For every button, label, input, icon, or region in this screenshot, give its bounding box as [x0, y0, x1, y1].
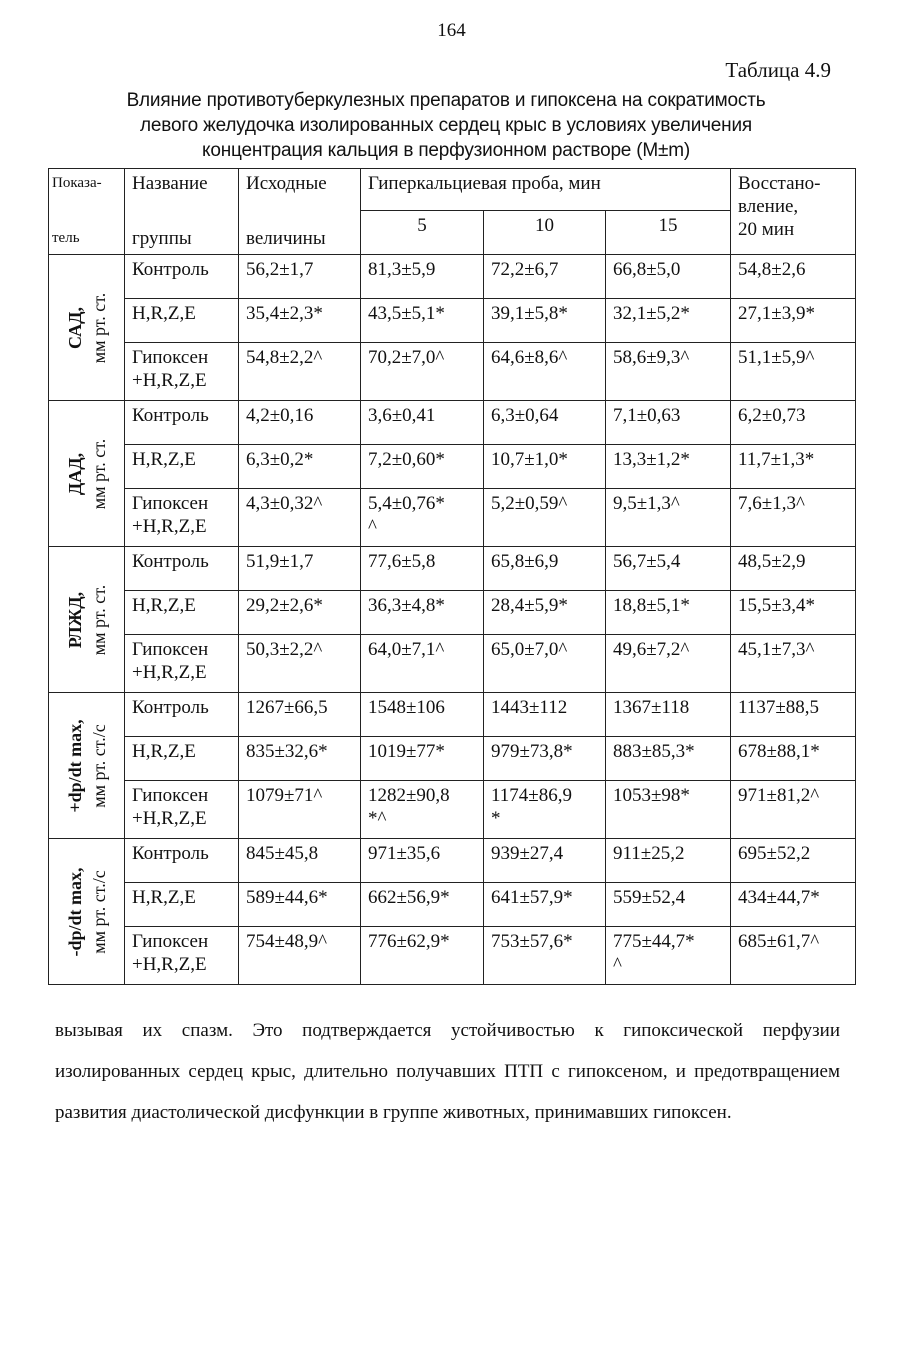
- value-cell: [484, 547, 606, 591]
- page-number: 164: [437, 20, 466, 41]
- cell-line: 77,6±5,8: [368, 551, 436, 572]
- cell-line: 835±32,6*: [246, 741, 328, 762]
- cell-line: H,R,Z,E: [132, 741, 196, 762]
- value-cell: [361, 635, 484, 693]
- cell-line: 1174±86,9: [491, 785, 572, 806]
- value-cell: [239, 883, 361, 927]
- cell-line: 3,6±0,41: [368, 405, 436, 426]
- header-t15: 15: [606, 211, 731, 255]
- value-cell: [606, 343, 731, 401]
- header-initial-top: Исходные: [246, 173, 327, 194]
- cell-line: 51,9±1,7: [246, 551, 314, 572]
- value-cell: [239, 547, 361, 591]
- group-cell: [125, 547, 239, 591]
- cell-line: 559±52,4: [613, 887, 686, 908]
- cell-line: +H,R,Z,E: [132, 954, 207, 975]
- table-row: [49, 839, 856, 883]
- table-row: [49, 883, 856, 927]
- indicator-label: [63, 867, 111, 956]
- value-cell: [606, 299, 731, 343]
- cell-line: 7,6±1,3^: [738, 493, 805, 514]
- cell-line: 6,2±0,73: [738, 405, 806, 426]
- value-cell: [606, 255, 731, 299]
- cell-line: H,R,Z,E: [132, 449, 196, 470]
- value-cell: [484, 635, 606, 693]
- indicator-cell: [49, 401, 125, 547]
- value-cell: [731, 781, 856, 839]
- cell-line: 50,3±2,2^: [246, 639, 323, 660]
- cell-line: +H,R,Z,E: [132, 516, 207, 537]
- indicator-label: [63, 584, 111, 655]
- cell-line: 43,5±5,1*: [368, 303, 445, 324]
- group-cell: [125, 255, 239, 299]
- group-cell: [125, 401, 239, 445]
- indicator-cell: [49, 839, 125, 985]
- value-cell: [239, 635, 361, 693]
- header-indicator-top: Показа-: [52, 175, 102, 191]
- table-caption: [40, 88, 852, 163]
- cell-line: 4,3±0,32^: [246, 493, 323, 514]
- header-group-top: Название: [132, 173, 208, 194]
- cell-line: 48,5±2,9: [738, 551, 806, 572]
- value-cell: [606, 693, 731, 737]
- value-cell: [606, 737, 731, 781]
- value-cell: [606, 883, 731, 927]
- value-cell: [731, 255, 856, 299]
- header-t10: 10: [484, 211, 606, 255]
- cell-line: 1079±71^: [246, 785, 323, 806]
- cell-line: 4,2±0,16: [246, 405, 314, 426]
- cell-line: +H,R,Z,E: [132, 808, 207, 829]
- value-cell: [484, 591, 606, 635]
- value-cell: [606, 781, 731, 839]
- cell-line: 589±44,6*: [246, 887, 328, 908]
- value-cell: [484, 781, 606, 839]
- indicator-label: [63, 719, 111, 812]
- cell-line: 1367±118: [613, 697, 690, 718]
- data-table: [48, 168, 856, 985]
- table-row: [49, 635, 856, 693]
- cell-line: 775±44,7*: [613, 931, 695, 952]
- header-recovery-line: 20 мин: [738, 219, 795, 240]
- indicator-cell: [49, 547, 125, 693]
- value-cell: [361, 839, 484, 883]
- cell-line: 971±81,2^: [738, 785, 820, 806]
- value-cell: [361, 883, 484, 927]
- cell-line: *^: [368, 808, 387, 829]
- cell-line: 65,8±6,9: [491, 551, 559, 572]
- value-cell: [239, 445, 361, 489]
- cell-line: 971±35,6: [368, 843, 441, 864]
- value-cell: [239, 255, 361, 299]
- group-cell: [125, 693, 239, 737]
- value-cell: [606, 547, 731, 591]
- cell-line: 64,0±7,1^: [368, 639, 445, 660]
- value-cell: [361, 401, 484, 445]
- table-label: Таблица 4.9: [725, 58, 831, 82]
- cell-line: +H,R,Z,E: [132, 662, 207, 683]
- cell-line: +H,R,Z,E: [132, 370, 207, 391]
- group-cell: [125, 445, 239, 489]
- cell-line: 35,4±2,3*: [246, 303, 323, 324]
- cell-line: 32,1±5,2*: [613, 303, 690, 324]
- header-t5: 5: [361, 211, 484, 255]
- value-cell: [239, 839, 361, 883]
- cell-line: Гипоксен: [132, 931, 209, 952]
- value-cell: [361, 299, 484, 343]
- indicator-name: САД,: [64, 306, 85, 349]
- indicator-unit: мм рт. ст./с: [88, 723, 109, 808]
- value-cell: [361, 781, 484, 839]
- cell-line: Гипоксен: [132, 639, 209, 660]
- group-cell: [125, 839, 239, 883]
- cell-line: 18,8±5,1*: [613, 595, 690, 616]
- cell-line: 641±57,9*: [491, 887, 573, 908]
- value-cell: [731, 401, 856, 445]
- cell-line: 1282±90,8: [368, 785, 450, 806]
- value-cell: [361, 343, 484, 401]
- indicator-unit: мм рт. ст.: [88, 292, 109, 363]
- table-row: [49, 343, 856, 401]
- table-row: [49, 255, 856, 299]
- group-cell: [125, 635, 239, 693]
- header-recovery: [731, 169, 856, 255]
- value-cell: [731, 445, 856, 489]
- cell-line: 695±52,2: [738, 843, 811, 864]
- cell-line: 979±73,8*: [491, 741, 573, 762]
- value-cell: [606, 635, 731, 693]
- group-cell: [125, 343, 239, 401]
- table-row: [49, 445, 856, 489]
- value-cell: [361, 737, 484, 781]
- value-cell: [484, 255, 606, 299]
- cell-line: H,R,Z,E: [132, 303, 196, 324]
- value-cell: [484, 401, 606, 445]
- cell-line: 753±57,6*: [491, 931, 573, 952]
- cell-line: 66,8±5,0: [613, 259, 681, 280]
- value-cell: [361, 927, 484, 985]
- table-row: [49, 489, 856, 547]
- cell-line: 883±85,3*: [613, 741, 695, 762]
- header-initial: [239, 169, 361, 255]
- cell-line: 6,3±0,2*: [246, 449, 314, 470]
- cell-line: 1443±112: [491, 697, 568, 718]
- indicator-name: ДАД,: [64, 452, 85, 495]
- cell-line: Контроль: [132, 405, 209, 426]
- header-group-bottom: группы: [132, 228, 192, 249]
- value-cell: [484, 839, 606, 883]
- indicator-label: [63, 292, 111, 363]
- value-cell: [731, 839, 856, 883]
- body-text: [55, 1010, 840, 1133]
- value-cell: [239, 591, 361, 635]
- value-cell: [606, 839, 731, 883]
- value-cell: [484, 489, 606, 547]
- cell-line: 5,4±0,76*: [368, 493, 445, 514]
- table-row: [49, 927, 856, 985]
- value-cell: [731, 883, 856, 927]
- cell-line: 45,1±7,3^: [738, 639, 815, 660]
- cell-line: 27,1±3,9*: [738, 303, 815, 324]
- value-cell: [731, 927, 856, 985]
- body-paragraph: вызывая их спазм. Это подтверждается устойчивостью к гипоксической перфузии изолированных сердец крыс, длительно получавших ПТП с гипоксеном, и предотвращением развития диастолической дисфункции в группе животных, принимавших гипоксен.: [55, 1020, 840, 1123]
- cell-line: ^: [613, 954, 622, 975]
- caption-line: левого желудочка изолированных сердец крыс в условиях увеличения: [140, 115, 752, 136]
- cell-line: 65,0±7,0^: [491, 639, 568, 660]
- value-cell: [484, 737, 606, 781]
- cell-line: 678±88,1*: [738, 741, 820, 762]
- cell-line: Контроль: [132, 697, 209, 718]
- indicator-unit: мм рт. ст./с: [88, 869, 109, 954]
- cell-line: 5,2±0,59^: [491, 493, 568, 514]
- cell-line: H,R,Z,E: [132, 887, 196, 908]
- cell-line: 776±62,9*: [368, 931, 450, 952]
- cell-line: Контроль: [132, 843, 209, 864]
- cell-line: 662±56,9*: [368, 887, 450, 908]
- value-cell: [731, 635, 856, 693]
- cell-line: 1267±66,5: [246, 697, 328, 718]
- table-row: [49, 547, 856, 591]
- value-cell: [239, 737, 361, 781]
- cell-line: Гипоксен: [132, 493, 209, 514]
- value-cell: [484, 693, 606, 737]
- value-cell: [484, 927, 606, 985]
- header-initial-bottom: величины: [246, 228, 326, 249]
- cell-line: 434±44,7*: [738, 887, 820, 908]
- table-row: [49, 781, 856, 839]
- cell-line: 6,3±0,64: [491, 405, 559, 426]
- cell-line: Контроль: [132, 259, 209, 280]
- cell-line: Гипоксен: [132, 785, 209, 806]
- header-recovery-line: Восстано-: [738, 173, 821, 194]
- cell-line: 911±25,2: [613, 843, 685, 864]
- value-cell: [606, 445, 731, 489]
- group-cell: [125, 489, 239, 547]
- cell-line: Контроль: [132, 551, 209, 572]
- value-cell: [361, 255, 484, 299]
- value-cell: [731, 547, 856, 591]
- group-cell: [125, 591, 239, 635]
- value-cell: [484, 343, 606, 401]
- cell-line: 7,2±0,60*: [368, 449, 445, 470]
- group-cell: [125, 299, 239, 343]
- header-group: [125, 169, 239, 255]
- cell-line: 13,3±1,2*: [613, 449, 690, 470]
- value-cell: [731, 737, 856, 781]
- value-cell: [361, 489, 484, 547]
- header-recovery-line: вление,: [738, 196, 799, 217]
- value-cell: [731, 299, 856, 343]
- table-row: [49, 591, 856, 635]
- value-cell: [239, 927, 361, 985]
- value-cell: [361, 547, 484, 591]
- indicator-cell: [49, 693, 125, 839]
- cell-line: 54,8±2,2^: [246, 347, 323, 368]
- cell-line: 39,1±5,8*: [491, 303, 568, 324]
- cell-line: 51,1±5,9^: [738, 347, 815, 368]
- value-cell: [361, 693, 484, 737]
- cell-line: 81,3±5,9: [368, 259, 436, 280]
- table-row: [49, 737, 856, 781]
- group-cell: [125, 927, 239, 985]
- indicator-name: РЛЖД,: [64, 591, 85, 648]
- cell-line: 28,4±5,9*: [491, 595, 568, 616]
- cell-line: 54,8±2,6: [738, 259, 806, 280]
- indicator-label: [63, 438, 111, 509]
- value-cell: [731, 591, 856, 635]
- indicator-name: -dp/dt max,: [64, 866, 85, 957]
- cell-line: 1053±98*: [613, 785, 690, 806]
- value-cell: [361, 591, 484, 635]
- cell-line: 939±27,4: [491, 843, 564, 864]
- caption-line: концентрация кальция в перфузионном растворе (M±m): [202, 140, 690, 161]
- cell-line: 70,2±7,0^: [368, 347, 445, 368]
- value-cell: [606, 489, 731, 547]
- cell-line: 11,7±1,3*: [738, 449, 815, 470]
- cell-line: 15,5±3,4*: [738, 595, 815, 616]
- cell-line: 49,6±7,2^: [613, 639, 690, 660]
- indicator-unit: мм рт. ст.: [88, 438, 109, 509]
- cell-line: ^: [368, 516, 377, 537]
- value-cell: [361, 445, 484, 489]
- value-cell: [239, 781, 361, 839]
- cell-line: 1019±77*: [368, 741, 445, 762]
- indicator-unit: мм рт. ст.: [88, 584, 109, 655]
- cell-line: *: [491, 808, 501, 829]
- cell-line: 10,7±1,0*: [491, 449, 568, 470]
- cell-line: 58,6±9,3^: [613, 347, 690, 368]
- cell-line: 754±48,9^: [246, 931, 328, 952]
- table-row: [49, 401, 856, 445]
- value-cell: [239, 489, 361, 547]
- cell-line: H,R,Z,E: [132, 595, 196, 616]
- value-cell: [731, 489, 856, 547]
- value-cell: [239, 299, 361, 343]
- value-cell: [239, 693, 361, 737]
- header-indicator: [49, 169, 125, 255]
- cell-line: 56,2±1,7: [246, 259, 314, 280]
- cell-line: 72,2±6,7: [491, 259, 559, 280]
- value-cell: [606, 927, 731, 985]
- value-cell: [731, 693, 856, 737]
- cell-line: 1137±88,5: [738, 697, 820, 718]
- group-cell: [125, 737, 239, 781]
- cell-line: 36,3±4,8*: [368, 595, 445, 616]
- value-cell: [484, 445, 606, 489]
- value-cell: [484, 883, 606, 927]
- caption-line: Влияние противотуберкулезных препаратов и гипоксена на сократимость: [126, 90, 766, 111]
- value-cell: [731, 343, 856, 401]
- table-row: [49, 693, 856, 737]
- cell-line: 685±61,7^: [738, 931, 820, 952]
- value-cell: [239, 343, 361, 401]
- group-cell: [125, 883, 239, 927]
- header-test: Гиперкальциевая проба, мин: [361, 169, 731, 211]
- value-cell: [239, 401, 361, 445]
- cell-line: 845±45,8: [246, 843, 319, 864]
- value-cell: [484, 299, 606, 343]
- cell-line: 1548±106: [368, 697, 445, 718]
- table-row: [49, 299, 856, 343]
- value-cell: [606, 401, 731, 445]
- table-body: [49, 255, 856, 985]
- group-cell: [125, 781, 239, 839]
- indicator-cell: [49, 255, 125, 401]
- value-cell: [606, 591, 731, 635]
- cell-line: Гипоксен: [132, 347, 209, 368]
- indicator-name: +dp/dt max,: [64, 718, 85, 813]
- cell-line: 64,6±8,6^: [491, 347, 568, 368]
- cell-line: 29,2±2,6*: [246, 595, 323, 616]
- cell-line: 7,1±0,63: [613, 405, 681, 426]
- header-indicator-bottom: тель: [52, 230, 80, 246]
- cell-line: 56,7±5,4: [613, 551, 681, 572]
- cell-line: 9,5±1,3^: [613, 493, 680, 514]
